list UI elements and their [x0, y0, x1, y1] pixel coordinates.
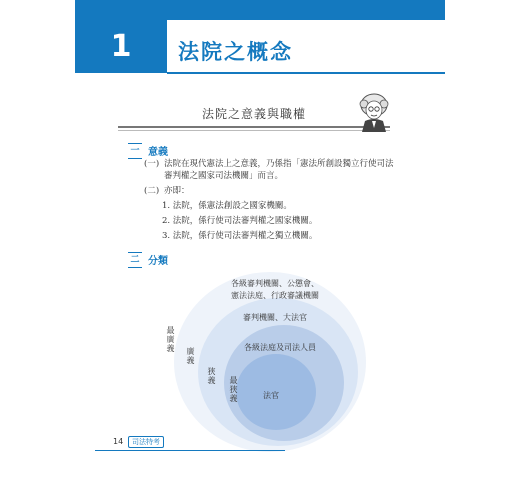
ring2-label: 審判機關、大法官 — [243, 313, 307, 322]
core-label: 法官 — [263, 391, 279, 400]
list-item: 3. 法院，係行使司法審判權之獨立機關。 — [162, 231, 318, 241]
outer-label-line2: 憲法法庭、行政審議機關 — [231, 291, 319, 300]
list-item: 2. 法院，係行使司法審判權之國家機關。 — [162, 216, 318, 226]
chapter-title: 法院之概念 — [178, 39, 293, 64]
item2-text: 亦即： — [164, 186, 190, 196]
side-label-broadest: 最廣義 — [166, 326, 175, 353]
item-prefix: (一) — [144, 159, 160, 169]
page-number: 14 — [113, 437, 124, 446]
item-prefix: (二) — [144, 186, 160, 196]
banner-title: 法院之意義與職權 — [201, 107, 306, 121]
side-label-broad: 廣義 — [186, 347, 195, 365]
outer-label-line1: 各級審判機關、公懲會、 — [231, 279, 319, 288]
item1-line1: 法院在現代憲法上之意義，乃係指「憲法所創設獨立行使司法 — [164, 159, 394, 169]
book-title: 司法特考 — [128, 436, 164, 448]
section-label: 分類 — [148, 256, 168, 267]
side-label-narrow: 狹義 — [207, 367, 216, 385]
section-number: 二 — [128, 252, 142, 268]
item1-line2: 審判權之國家司法機關」而言。 — [164, 171, 284, 181]
footer-rule — [95, 450, 285, 451]
ring3-label: 各級法庭及司法人員 — [244, 343, 316, 352]
section-number: 一 — [128, 143, 142, 159]
side-label-narrowest: 最狹義 — [229, 376, 238, 403]
list-item: 1. 法院，係憲法創設之國家機關。 — [162, 201, 292, 211]
chapter-number: 1 — [110, 29, 132, 64]
section-label: 意義 — [148, 147, 168, 158]
